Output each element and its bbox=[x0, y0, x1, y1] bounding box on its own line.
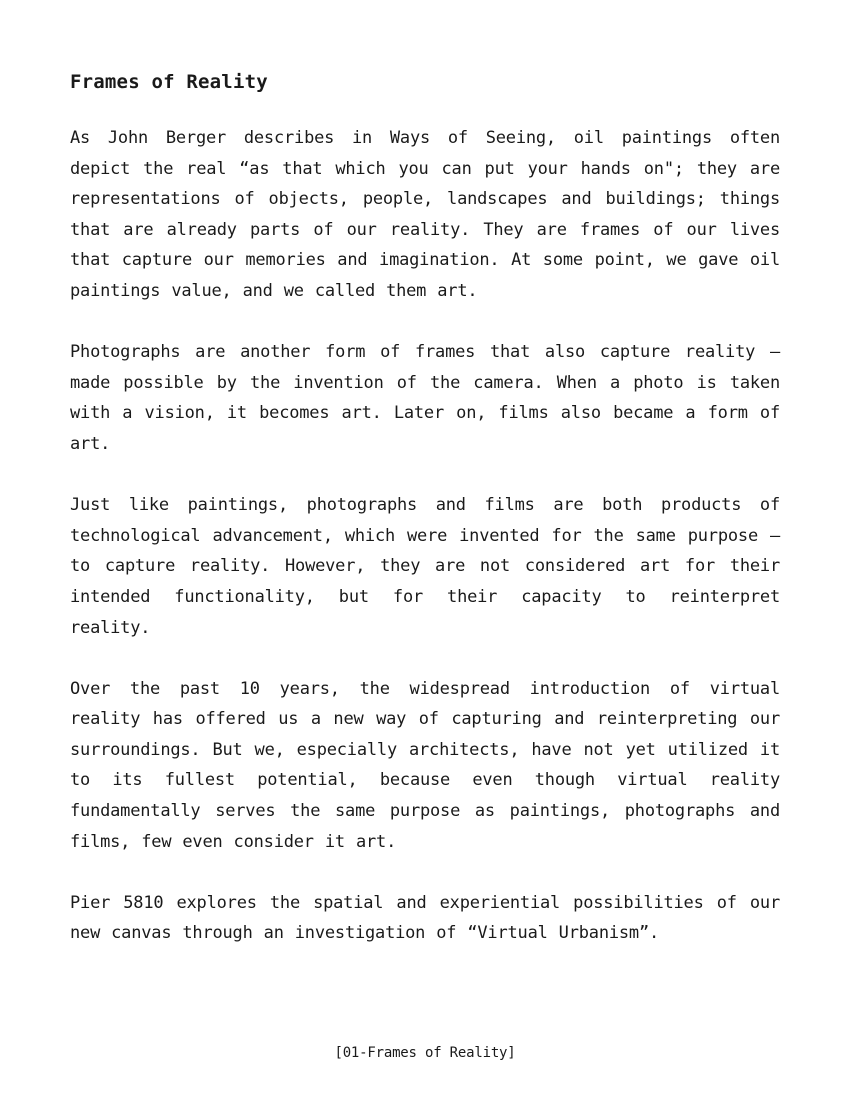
paragraph-5: Pier 5810 explores the spatial and experiential possibilities of our new canvas through an investigation of “Virtual Urbanism”. bbox=[70, 892, 780, 944]
page-title: Frames of Reality bbox=[70, 71, 268, 93]
paragraph-3: Just like paintings, photographs and films are both products of technological advancement, which were invented for the same purpose – to capture reality. However, they are not considered art for their intended functionality, but for their capacity to reinterpret reality. bbox=[70, 495, 780, 638]
paragraph-2: Photographs are another form of frames that also capture reality – made possible by the invention of the camera. When a photo is taken with a vision, it becomes art. Later on, films also became a form of art. bbox=[70, 342, 780, 454]
paragraph-4: Over the past 10 years, the widespread introduction of virtual reality has offered us a new way of capturing and reinterpreting our surroundings. But we, especially architects, have not yet utilized it to its fullest potential, because even though virtual reality fundamentally serves the same purpose as paintings, photographs and films, few even consider it art. bbox=[70, 678, 780, 852]
paragraph-1: As John Berger describes in Ways of Seeing, oil paintings often depict the real “as that which you can put your hands on"; they are representations of objects, people, landscapes and buildings; things that are already parts of our reality. They are frames of our lives that capture our memories and imagination. At some point, we gave oil paintings value, and we called them art. bbox=[70, 128, 780, 301]
page-footer: [01-Frames of Reality] bbox=[334, 1045, 516, 1061]
document-body bbox=[70, 68, 780, 980]
